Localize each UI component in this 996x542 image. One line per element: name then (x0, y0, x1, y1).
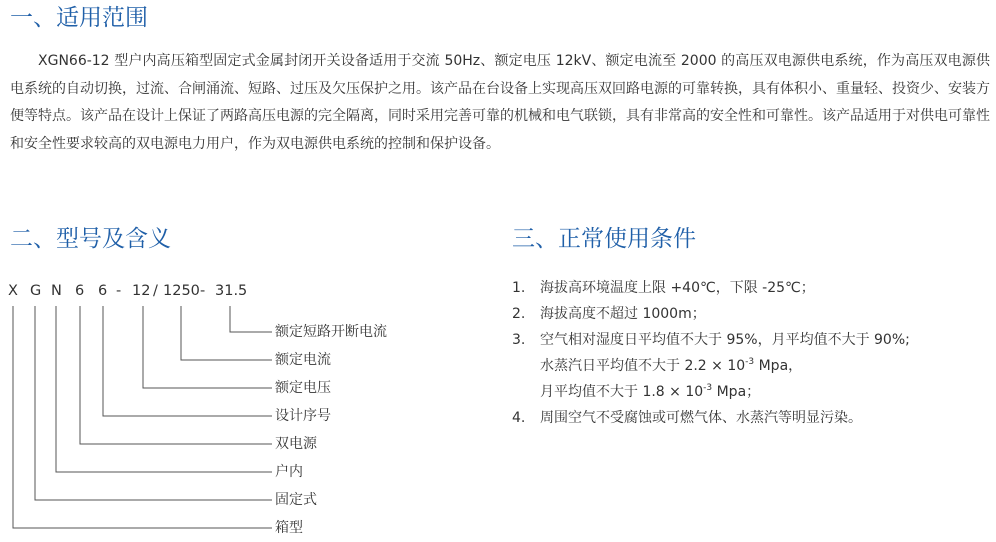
list-item: 1. 海拔高环境温度上限 +40℃，下限 -25℃； (512, 280, 815, 296)
code-char-dash2: - (200, 283, 206, 299)
code-char-current: 1250 (163, 283, 200, 299)
connector-line-6 (56, 306, 272, 472)
meaning-rated-short-circuit-breaking-current: 额定短路开断电流 (275, 324, 387, 340)
section-title-conditions: 三、正常使用条件 (512, 226, 696, 252)
meaning-rated-voltage: 额定电压 (275, 380, 331, 396)
code-char-g: G (30, 283, 42, 299)
code-char-n: N (51, 283, 62, 299)
meaning-rated-current: 额定电流 (275, 352, 331, 368)
connector-line-2 (181, 306, 272, 360)
code-char-breaking: 31.5 (215, 283, 248, 299)
list-item: 2. 海拔高度不超过 1000m； (512, 306, 706, 322)
code-char-x: X (8, 283, 18, 299)
list-item-continuation: 水蒸汽日平均值不大于 $2.2 \times 10^{-3}$ Mpa， (540, 357, 803, 374)
code-char-voltage: 12 (132, 283, 151, 299)
code-char-6a: 6 (75, 283, 85, 299)
list-item-continuation: 月平均值不大于 $1.8 \times 10^{-3}$ Mpa； (540, 383, 761, 400)
section-title-model: 二、型号及含义 (10, 226, 171, 252)
model-code-diagram (0, 270, 500, 542)
code-char-dash1: - (116, 283, 122, 299)
meaning-dual-power: 双电源 (275, 436, 317, 452)
meaning-box-type: 箱型 (275, 520, 303, 536)
scope-paragraph: XGN66-12 型户内高压箱型固定式金属封闭开关设备适用于交流 50Hz、额定电压 12kV、额定电流至 2000 的高压双电源供电系统，作为高压双电源供电系统的自动切换，过流、合闸涌流、短路、过压及欠压保护之用。该产品在台设备上实现高压双回路电源的可靠转换，具有体积小、重量轻、投资少、安装方便等特点。该产品在设计上保证了两路高压电源的完全隔离，同时采用完善可靠的机械和电气联锁，具有非常高的安全性和可靠性。该产品适用于对供电可靠性和安全性要求较高的双电源电力用户，作为双电源供电系统的控制和保护设备。 (10, 53, 990, 152)
meaning-indoor: 户内 (275, 464, 303, 480)
connector-line-1 (230, 306, 272, 332)
code-char-6b: 6 (98, 283, 108, 299)
connector-line-5 (80, 306, 272, 444)
connector-line-3 (143, 306, 272, 388)
code-char-slash: / (153, 283, 158, 299)
model-code-connector-lines (0, 270, 500, 542)
list-item: 3. 空气相对湿度日平均值不大于 95%，月平均值不大于 90%; (512, 332, 910, 348)
list-item: 4. 周围空气不受腐蚀或可燃气体、水蒸汽等明显污染。 (512, 410, 862, 426)
meaning-fixed-type: 固定式 (275, 492, 317, 508)
meaning-design-serial: 设计序号 (275, 408, 331, 424)
connector-line-4 (103, 306, 272, 416)
connector-line-7 (35, 306, 272, 500)
section-title-scope: 一、适用范围 (10, 5, 148, 31)
conditions-list (512, 275, 992, 431)
